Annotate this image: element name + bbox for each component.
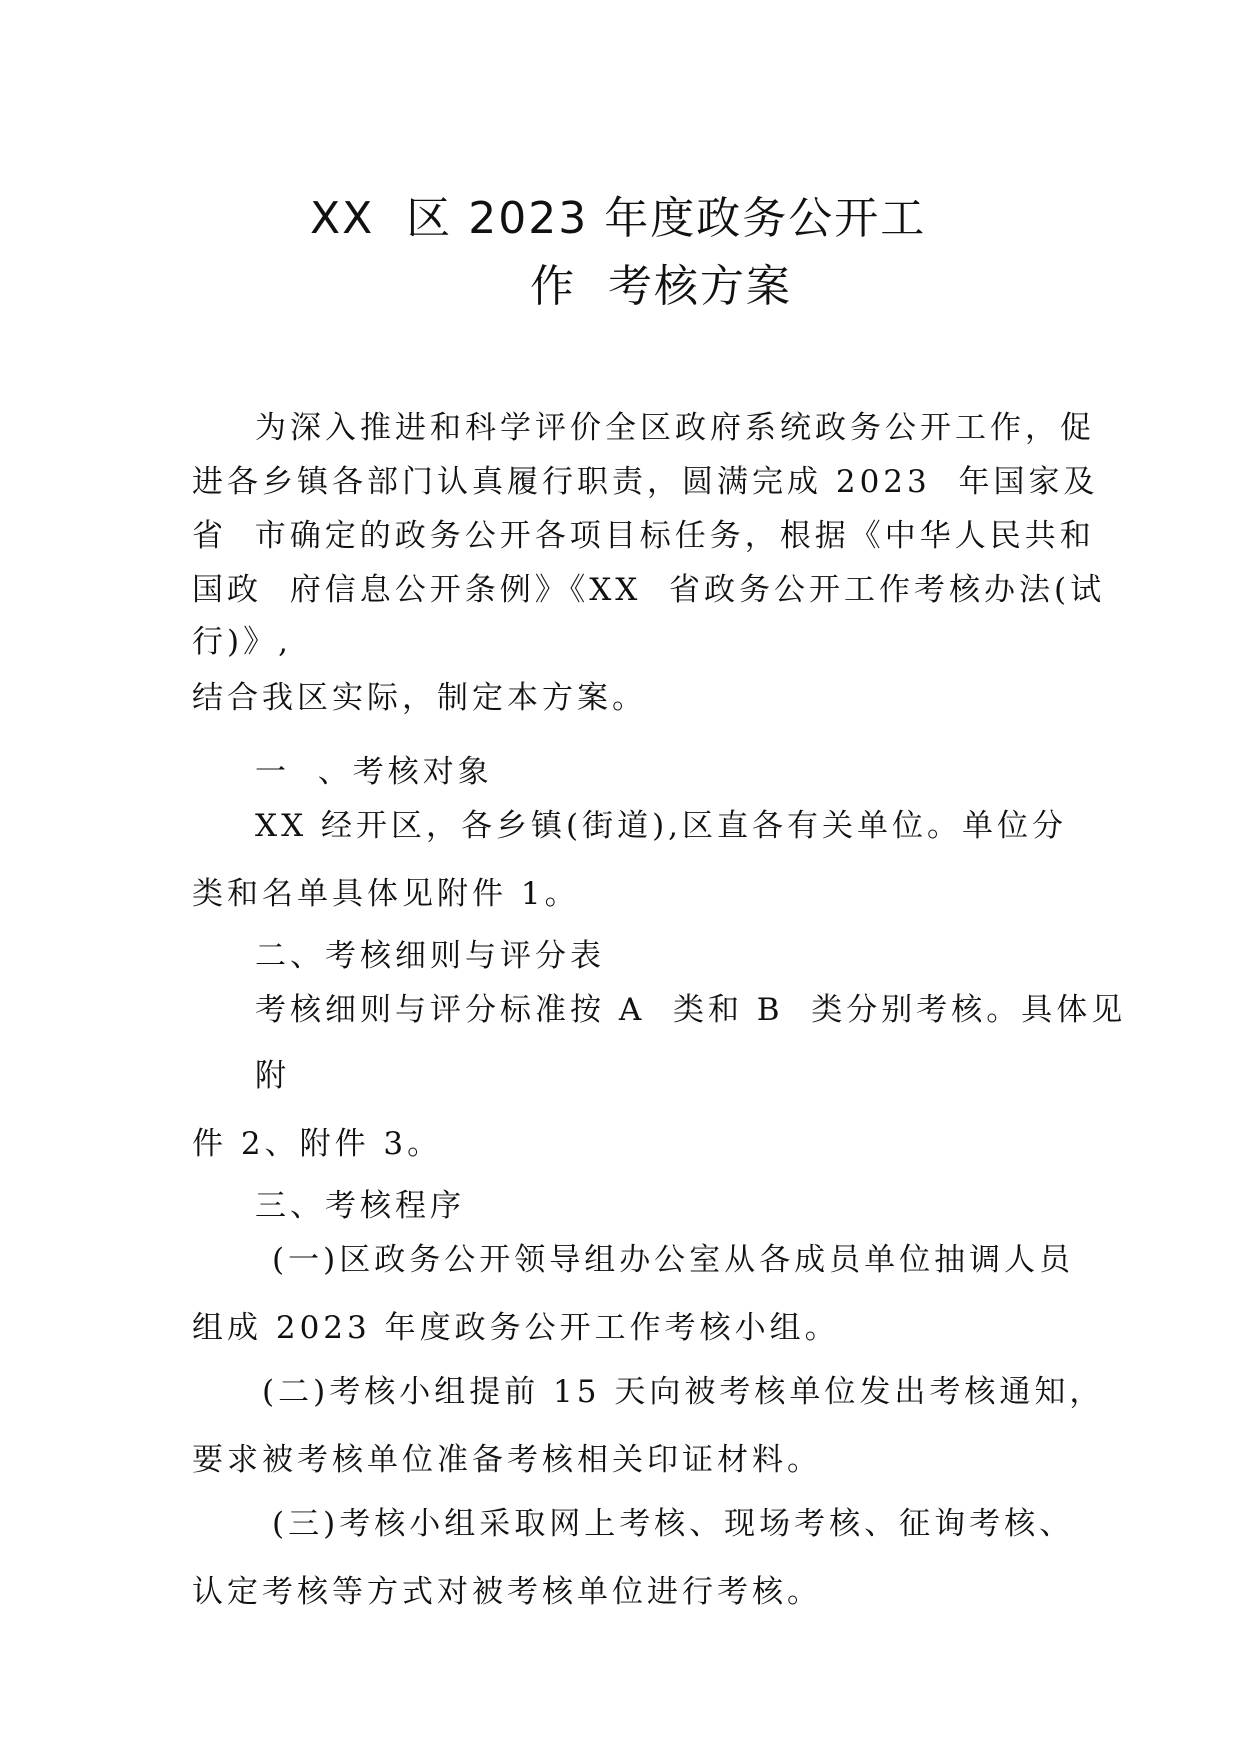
paragraph-line: 要求被考核单位准备考核相关印证材料。 <box>192 1442 822 1478</box>
paragraph-line: (一)区政务公开领导组办公室从各成员单位抽调人员 <box>272 1242 1075 1278</box>
paragraph-line: 认定考核等方式对被考核单位进行考核。 <box>192 1574 822 1610</box>
paragraph-line: 进各乡镇各部门认真履行职责，圆满完成 2023 年国家及 <box>192 464 1099 500</box>
paragraph-line: 件 2、附件 3。 <box>192 1126 443 1162</box>
paragraph-line: 类和名单具体见附件 1。 <box>192 876 580 912</box>
paragraph-line: 组成 2023 年度政务公开工作考核小组。 <box>192 1310 840 1346</box>
paragraph-line: 国政 府信息公开条例》《XX 省政务公开工作考核办法(试 <box>192 572 1106 608</box>
paragraph-line: (二)考核小组提前 15 天向被考核单位发出考核通知， <box>262 1374 1105 1410</box>
paragraph-line: 行)》, <box>192 624 292 660</box>
section-heading: 三、考核程序 <box>255 1188 465 1224</box>
paragraph-line: 结合我区实际，制定本方案。 <box>192 680 647 716</box>
paragraph-line: 为深入推进和科学评价全区政府系统政务公开工作，促 <box>255 410 1095 446</box>
paragraph-line: (三)考核小组采取网上考核、现场考核、征询考核、 <box>272 1506 1075 1542</box>
document-title-line-2: 作 考核方案 <box>530 261 792 312</box>
section-heading: 二、考核细则与评分表 <box>255 938 605 974</box>
paragraph-line: XX 经开区，各乡镇(街道),区直各有关单位。单位分 <box>255 808 1068 844</box>
paragraph-line: 考核细则与评分标准按 A 类和 B 类分别考核。具体见 <box>255 992 1127 1028</box>
section-heading: 一 、考核对象 <box>255 754 493 790</box>
paragraph-line: 附 <box>255 1058 290 1094</box>
paragraph-line: 省 市确定的政务公开各项目标任务，根据《中华人民共和 <box>192 518 1095 554</box>
document-title-line-1: XX 区 2023 年度政务公开工 <box>310 193 927 244</box>
